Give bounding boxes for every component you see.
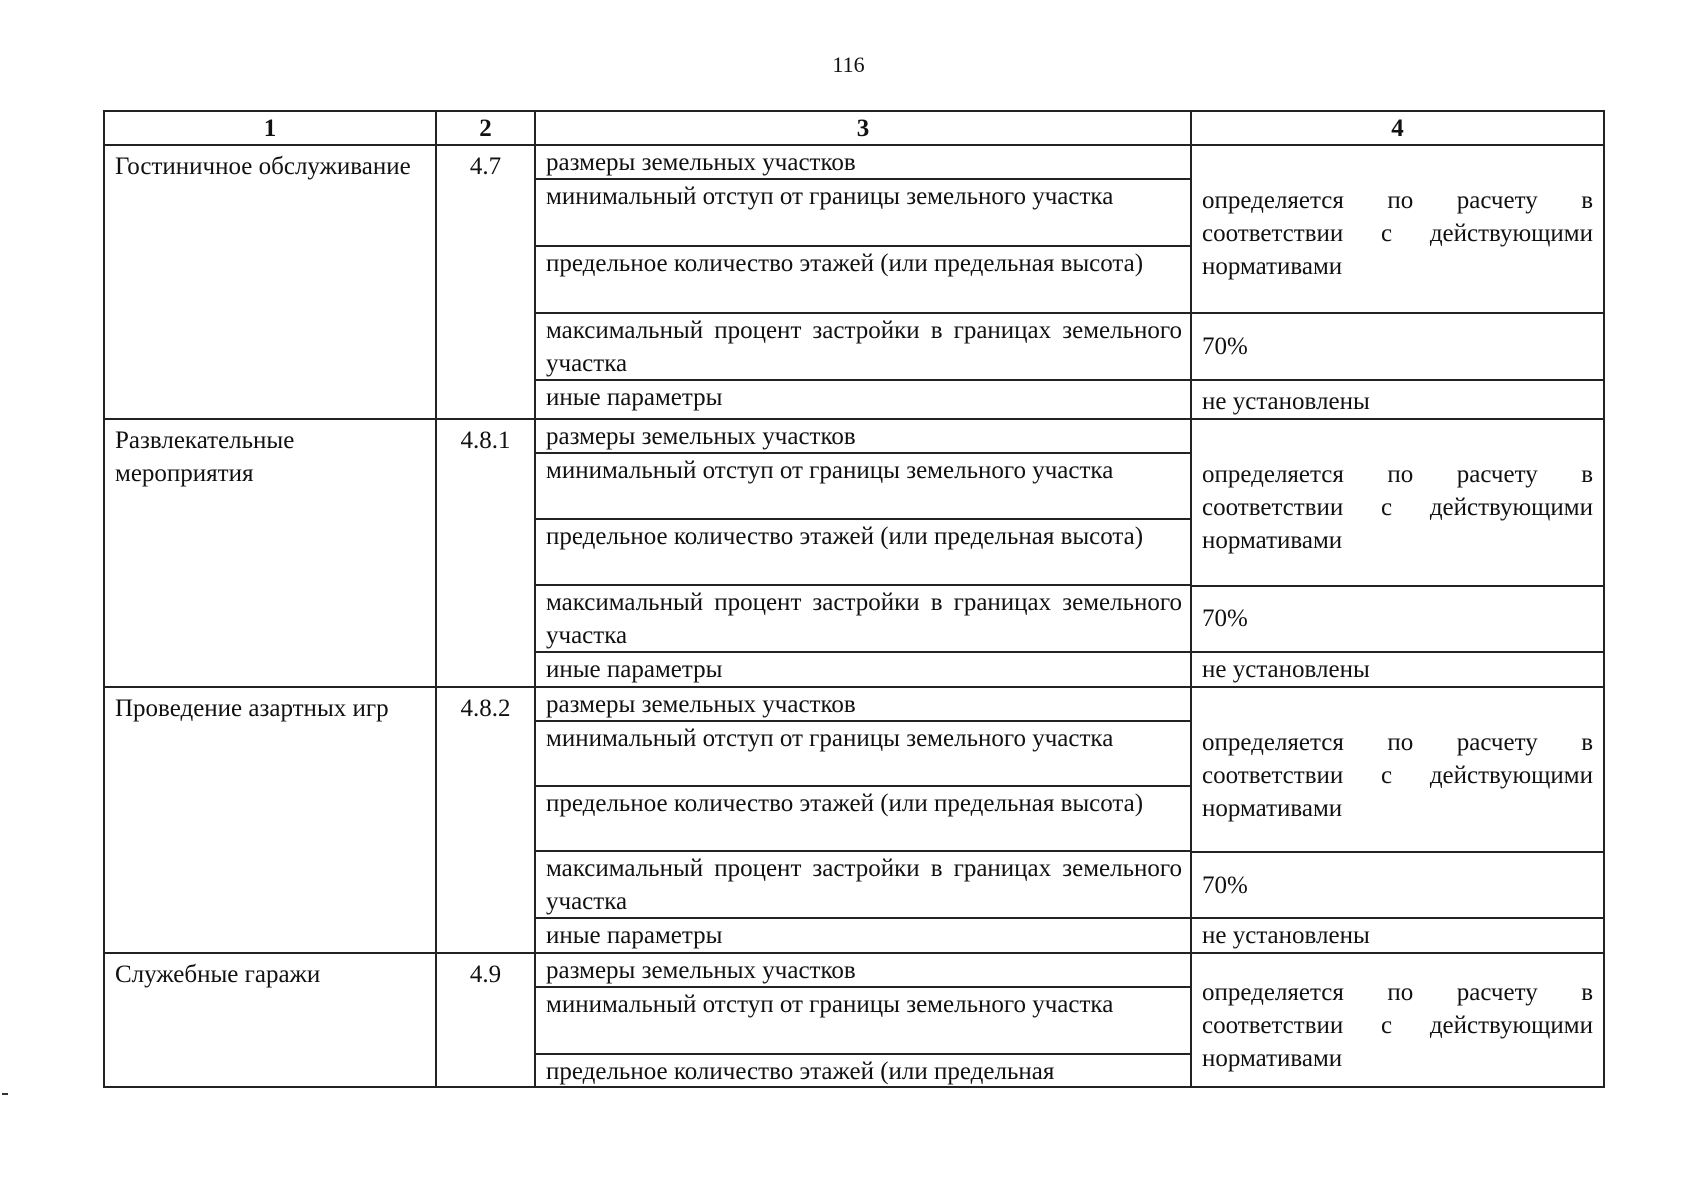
use-name: Развлекательные мероприятия: [105, 420, 437, 688]
parameter-list: [536, 420, 1192, 688]
value-other: не установлены: [1202, 656, 1370, 683]
parameter: предельное количество этажей (или предельная высота): [536, 787, 1190, 852]
use-name: Проведение азартных игр: [105, 688, 437, 954]
header-col-3: 3: [536, 112, 1192, 146]
use-name: Гостиничное обслуживание: [105, 146, 437, 420]
value-list: [1192, 688, 1603, 954]
value-percent: 70%: [1192, 314, 1603, 381]
margin-mark: [2, 1093, 8, 1095]
parameter: минимальный отступ от границы земельного участка: [536, 454, 1190, 520]
use-code: 4.9: [437, 954, 536, 1088]
header-col-1: 1: [105, 112, 437, 146]
parameter: размеры земельных участков: [536, 420, 1190, 454]
value-list: [1192, 954, 1603, 1088]
parameter: минимальный отступ от границы земельного участка: [536, 988, 1190, 1055]
parameter: максимальный процент застройки в границах земельного участка: [536, 586, 1190, 653]
parameter-list: [536, 688, 1192, 954]
parameter: предельное количество этажей (или предельная высота): [536, 247, 1190, 314]
use-code: 4.8.2: [437, 688, 536, 954]
value-other: не установлены: [1202, 388, 1370, 415]
value-percent: 70%: [1192, 853, 1603, 919]
parameter-list: [536, 146, 1192, 420]
value-percent: 70%: [1192, 587, 1603, 653]
value-norms: определяется по расчету в соответствии с действующими нормативами: [1192, 146, 1603, 314]
value-list: [1192, 420, 1603, 688]
regulation-table: [103, 110, 1605, 1088]
value-list: [1192, 146, 1603, 420]
value-norms: определяется по расчету в соответствии с действующими нормативами: [1192, 688, 1603, 853]
parameter: минимальный отступ от границы земельного участка: [536, 722, 1190, 787]
use-name: Служебные гаражи: [105, 954, 437, 1088]
value-norms: определяется по расчету в соответствии с действующими нормативами: [1192, 420, 1603, 587]
header-col-4: 4: [1192, 112, 1603, 146]
parameter: размеры земельных участков: [536, 146, 1190, 180]
parameter: минимальный отступ от границы земельного участка: [536, 180, 1190, 247]
header-col-2: 2: [437, 112, 536, 146]
parameter: максимальный процент застройки в границах земельного участка: [536, 314, 1190, 381]
value-other: не установлены: [1202, 922, 1370, 949]
use-code: 4.7: [437, 146, 536, 420]
parameter: иные параметры: [546, 656, 723, 683]
parameter-list: [536, 954, 1192, 1088]
parameter: размеры земельных участков: [536, 954, 1190, 988]
parameter: иные параметры: [546, 384, 723, 411]
parameter: иные параметры: [546, 922, 723, 949]
parameter: предельное количество этажей (или предельная высота): [536, 520, 1190, 586]
parameter: максимальный процент застройки в границах земельного участка: [536, 852, 1190, 919]
page-number: 116: [832, 52, 865, 77]
parameter: размеры земельных участков: [536, 688, 1190, 722]
value-norms: определяется по расчету в соответствии с действующими нормативами: [1202, 979, 1593, 1072]
parameter: предельное количество этажей (или предельная: [546, 1058, 1055, 1085]
use-code: 4.8.1: [437, 420, 536, 688]
